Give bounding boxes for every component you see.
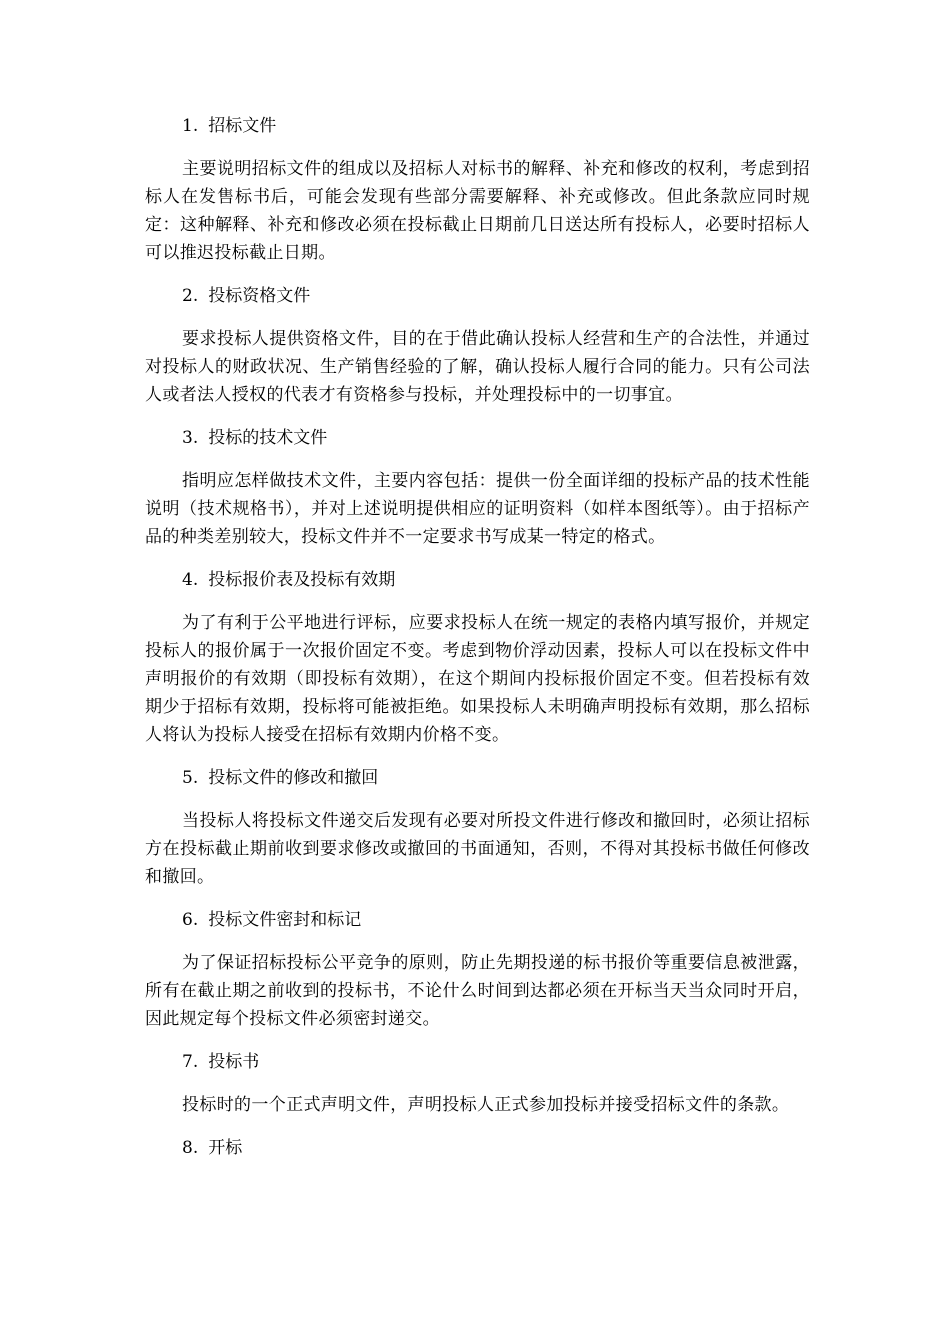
section-title: 投标的技术文件 (208, 428, 328, 448)
section-title: 投标文件密封和标记 (208, 910, 362, 930)
section-body: 要求投标人提供资格文件，目的在于借此确认投标人经营和生产的合法性，并通过对投标人的财政状况、生产销售经验的了解，确认投标人履行合同的能力。只有公司法人或者法人授权的代表才有资格参与投标，并处理投标中的一切事宜。 (145, 329, 810, 405)
section-number: 3. (182, 428, 199, 448)
section-1 (145, 112, 810, 267)
section-body: 为了保证招标投标公平竞争的原则，防止先期投递的标书报价等重要信息被泄露，所有在截止期之前收到的投标书，不论什么时间到达都必须在开标当天当众同时开启，因此规定每个投标文件必须密封递交。 (145, 953, 810, 1029)
section-heading (145, 566, 810, 594)
section-body: 为了有利于公平地进行评标，应要求投标人在统一规定的表格内填写报价，并规定投标人的报价属于一次报价固定不变。考虑到物价浮动因素，投标人可以在投标文件中声明报价的有效期（即投标有效期），在这个期间内投标报价固定不变。但若投标有效期少于招标有效期，投标将可能被拒绝。如果投标人未明确声明投标有效期，那么招标人将认为投标人接受在招标有效期内价格不变。 (145, 613, 810, 745)
section-body: 当投标人将投标文件递交后发现有必要对所投文件进行修改和撤回时，必须让招标方在投标截止期前收到要求修改或撤回的书面通知，否则，不得对其投标书做任何修改和撤回。 (145, 811, 810, 887)
section-title: 投标书 (208, 1052, 260, 1072)
section-7 (145, 1048, 810, 1119)
section-title: 投标报价表及投标有效期 (208, 570, 396, 590)
section-3 (145, 424, 810, 551)
section-heading (145, 282, 810, 310)
document-page (145, 112, 810, 1177)
section-title: 投标资格文件 (208, 286, 311, 306)
section-number: 1. (182, 116, 199, 136)
section-number: 2. (182, 286, 199, 306)
section-heading (145, 906, 810, 934)
section-6 (145, 906, 810, 1033)
section-heading (145, 1134, 810, 1162)
section-title: 开标 (208, 1138, 243, 1158)
section-title: 招标文件 (208, 116, 277, 136)
section-2 (145, 282, 810, 409)
section-8 (145, 1134, 810, 1162)
section-number: 6. (182, 910, 199, 930)
section-body: 主要说明招标文件的组成以及招标人对标书的解释、补充和修改的权利，考虑到招标人在发售标书后，可能会发现有些部分需要解释、补充或修改。但此条款应同时规定：这种解释、补充和修改必须在投标截止日期前几日送达所有投标人，必要时招标人可以推迟投标截止日期。 (145, 159, 810, 263)
section-number: 5. (182, 768, 199, 788)
section-heading (145, 764, 810, 792)
section-heading (145, 1048, 810, 1076)
section-title: 投标文件的修改和撤回 (208, 768, 379, 788)
section-body: 投标时的一个正式声明文件，声明投标人正式参加投标并接受招标文件的条款。 (182, 1095, 790, 1115)
section-body: 指明应怎样做技术文件，主要内容包括：提供一份全面详细的投标产品的技术性能说明（技术规格书），并对上述说明提供相应的证明资料（如样本图纸等）。由于招标产品的种类差别较大，投标文件并不一定要求书写成某一特定的格式。 (145, 471, 810, 547)
section-number: 7. (182, 1052, 199, 1072)
section-4 (145, 566, 810, 749)
section-heading (145, 112, 810, 140)
section-number: 8. (182, 1138, 199, 1158)
section-5 (145, 764, 810, 891)
section-heading (145, 424, 810, 452)
section-number: 4. (182, 570, 199, 590)
